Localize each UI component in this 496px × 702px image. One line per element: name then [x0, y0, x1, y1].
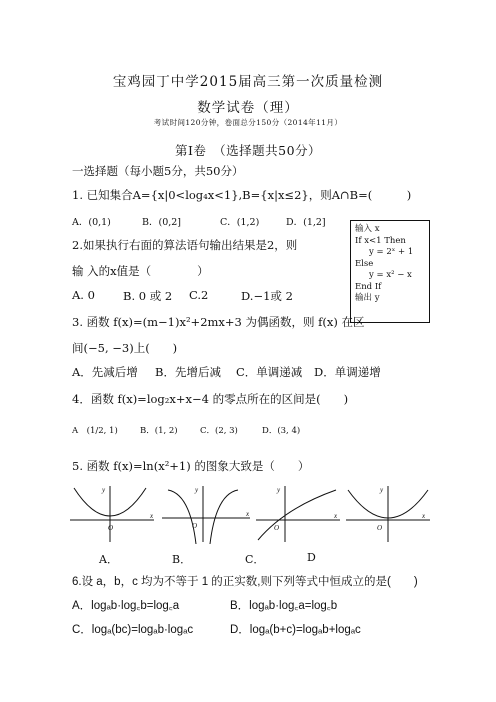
question-1-option-b: B．(0,2] [142, 217, 182, 228]
algorithm-line: Else [355, 258, 374, 269]
question-1-option-c: C．(1,2) [220, 217, 260, 228]
algorithm-line: If x<1 Then [355, 235, 406, 246]
question-1-option-a: A．(0,1) [72, 217, 111, 228]
question-2-option-c: C.2 [189, 288, 209, 302]
question-3-option-a: A．先减后增 [72, 365, 138, 379]
question-3-stem-line1: 3. 函数 f(x)=(m−1)x²+2mx+3 为偶函数，则 f(x) 在区 [72, 315, 365, 329]
svg-text:x: x [150, 512, 154, 520]
exam-info: 考试时间120分钟，卷面总分150分（2014年11月） [153, 118, 343, 127]
graph-label-c: C． [245, 553, 265, 566]
svg-text:y: y [380, 486, 384, 494]
question-4-option-b: B．(1, 2) [140, 426, 178, 436]
question-5-graphs [70, 484, 430, 549]
svg-text:x: x [334, 512, 338, 520]
svg-text:x: x [246, 510, 250, 518]
question-2-option-a: A. 0 [72, 288, 95, 302]
svg-text:y: y [195, 486, 199, 494]
graph-label-a: A． [99, 553, 118, 566]
question-2-option-b: B. 0 或 2 [123, 289, 173, 303]
question-1-stem: 1. 已知集合A={x|0<log₄x<1},B={x|x≤2}，则A∩B=( ) [72, 188, 412, 202]
svg-text:y: y [277, 486, 281, 494]
svg-text:O: O [108, 524, 114, 532]
algorithm-line: 输入 x [355, 224, 380, 234]
section-heading: 一选择题（每小题5分，共50分） [72, 164, 244, 178]
question-3-option-c: C．单调递减 [236, 365, 303, 379]
question-3-option-d: D．单调递增 [314, 365, 381, 379]
graph-b [162, 486, 250, 544]
exam-subtitle: 数学试卷（理） [197, 100, 299, 116]
algorithm-line: 输出 y [355, 293, 380, 303]
question-5-stem: 5. 函数 f(x)=ln(x²+1) 的图象大致是（ ） [72, 459, 310, 473]
volume-title: 第Ⅰ卷 （选择题共50分） [174, 143, 322, 158]
question-4-option-a: A (1/2, 1) [72, 426, 118, 436]
algorithm-line: y = x² − x [369, 270, 412, 280]
algorithm-box [350, 220, 430, 323]
graph-c [256, 486, 340, 542]
question-1-option-d: D．(1,2] [286, 217, 326, 228]
algorithm-line: y = 2ˣ + 1 [369, 247, 414, 257]
algorithm-line: End If [355, 281, 382, 292]
question-4-option-c: C．(2, 3) [200, 426, 238, 436]
question-3-option-b: B．先增后减 [155, 365, 221, 379]
question-6-option-a: A．logₐb·log꜀b=log꜀a [72, 600, 180, 612]
question-6-stem: 6.设 a，b，c 均为不等于 1 的正实数,则下列等式中恒成立的是( ) [72, 576, 418, 588]
question-6-option-c: C．logₐ(bc)=logₐb·logₐc [72, 624, 194, 636]
question-6-option-b: B．logₐb·log꜀a=log꜀b [230, 600, 338, 612]
question-4-option-d: D．(3, 4) [262, 426, 301, 436]
svg-text:O: O [192, 522, 198, 530]
question-2-stem-line1: 2.如果执行右面的算法语句输出结果是2，则 [72, 238, 298, 252]
svg-text:x: x [422, 512, 426, 520]
svg-text:O: O [377, 524, 383, 532]
exam-title: 宝鸡园丁中学2015届高三第一次质量检测 [112, 74, 384, 90]
graph-label-b: B． [172, 553, 192, 566]
svg-text:O: O [274, 524, 280, 532]
graph-a [70, 486, 154, 542]
question-3-stem-line2: 间(−5, −3)上( ) [72, 341, 178, 355]
svg-text:y: y [102, 486, 106, 494]
question-4-stem: 4．函数 f(x)=log₂x+x−4 的零点所在的区间是( ) [72, 392, 349, 406]
graph-label-d: D [307, 551, 316, 564]
question-2-option-d: D.−1或 2 [241, 289, 293, 303]
graph-d [346, 486, 430, 542]
question-6-option-d: D．logₐ(b+c)=logₐb+logₐc [230, 624, 361, 636]
question-2-stem-line2: 输 入的x值是（ ） [72, 264, 209, 278]
